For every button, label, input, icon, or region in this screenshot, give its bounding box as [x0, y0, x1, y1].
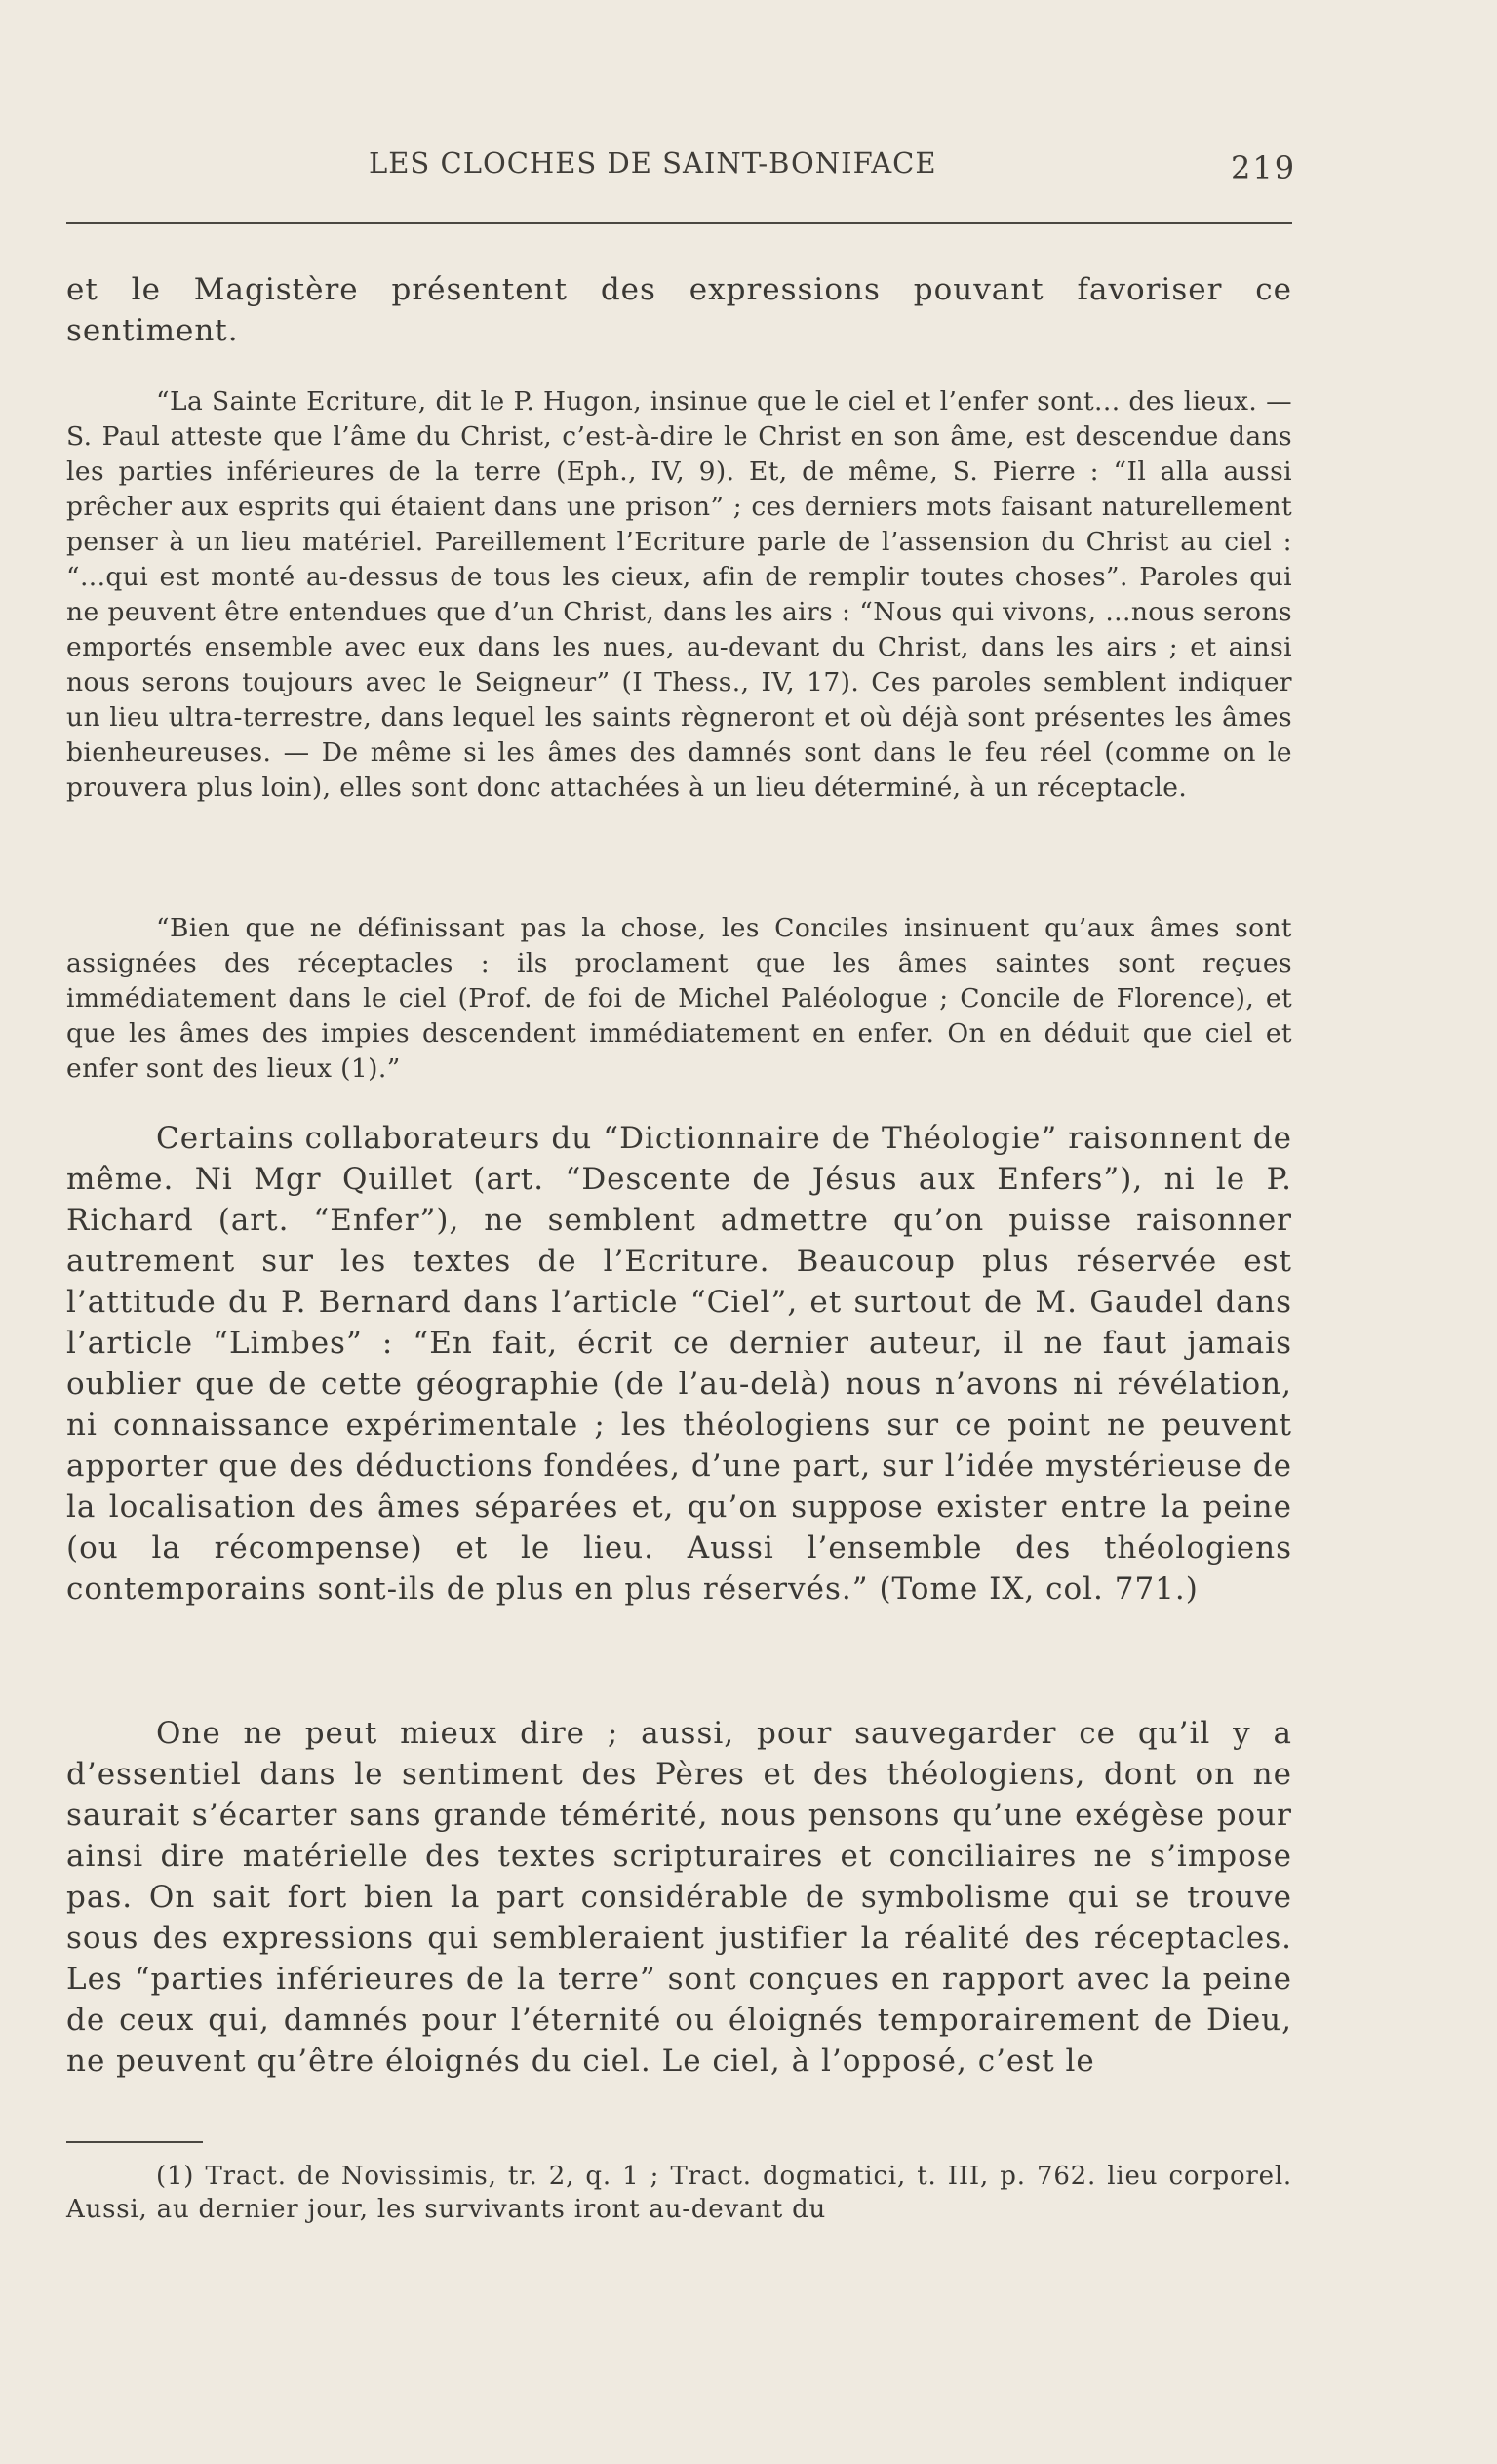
- paragraph-continuation: et le Magistère présentent des expressions pouvant favoriser ce sentiment.: [66, 272, 1292, 348]
- quote-paragraph-hugon: “La Sainte Ecriture, dit le P. Hugon, insinue que le ciel et l’enfer sont... des lieux. — S. Paul atteste que l’âme du Christ, c’est-à-dire le Christ en son âme, est descendue dans les parties inférieures de la terre (Eph., IV, 9). Et, de même, S. Pierre : “Il alla aussi prêcher aux esprits qui étaient dans une prison” ; ces derniers mots faisant naturellement penser à un lieu matériel. Pareillement l’Ecriture parle de l’assension du Christ au ciel : “...qui est monté au-dessus de tous les cieux, afin de remplir toutes choses”. Paroles qui ne peuvent être entendues que d’un Christ, dans les airs : “Nous qui vivons, ...nous serons emportés ensemble avec eux dans les nues, au-devant du Christ, dans les airs ; et ainsi nous serons toujours avec le Seigneur” (I Thess., IV, 17). Ces paroles semblent indiquer un lieu ultra-terrestre, dans lequel les saints règneront et où déjà sont présentes les âmes bienheureuses. — De même si les âmes des damnés sont dans le feu réel (comme on le prouvera plus loin), elles sont donc attachées à un lieu déterminé, à un réceptacle.: [66, 386, 1292, 803]
- quote-paragraph-conciles: “Bien que ne définissant pas la chose, les Conciles insinuent qu’aux âmes sont assignées des réceptacles : ils proclament que les âmes saintes sont reçues immédiatement dans le ciel (Prof. de foi de Michel Paléologue ; Concile de Florence), et que les âmes des impies descendent immédiatement en enfer. On en déduit que ciel et enfer sont des lieux (1).”: [66, 913, 1292, 1084]
- header-rule: [66, 222, 1292, 224]
- paragraph-dictionnaire: Certains collaborateurs du “Dictionnaire de Théologie” raisonnent de même. Ni Mgr Quillet (art. “Descente de Jésus aux Enfers”), ni le P. Richard (art. “Enfer”), ne semblent admettre qu’on puisse raisonner autrement sur les textes de l’Ecriture. Beaucoup plus réservée est l’attitude du P. Bernard dans l’article “Ciel”, et surtout de M. Gaudel dans l’article “Limbes” : “En fait, écrit ce dernier auteur, il ne faut jamais oublier que de cette géographie (de l’au-delà) nous n’avons ni révélation, ni connaissance expérimentale ; les théologiens sur ce point ne peuvent apporter que des déductions fondées, d’une part, sur l’idée mystérieuse de la localisation des âmes séparées et, qu’on suppose exister entre la peine (ou la récompense) et le lieu. Aussi l’ensemble des théologiens contemporains sont-ils de plus en plus réservés.” (Tome IX, col. 771.): [66, 1121, 1292, 1607]
- paragraph-exegese: One ne peut mieux dire ; aussi, pour sauvegarder ce qu’il y a d’essentiel dans le sentiment des Pères et des théologiens, dont on ne saurait s’écarter sans grande témérité, nous pensons qu’une exégèse pour ainsi dire matérielle des textes scripturaires et conciliaires ne s’impose pas. On sait fort bien la part considérable de symbolisme qui se trouve sous des expressions qui sembleraient justifier la réalité des réceptacles. Les “parties inférieures de la terre” sont conçues en rapport avec la peine de ceux qui, damnés pour l’éternité ou éloignés temporairement de Dieu, ne peuvent qu’être éloignés du ciel. Le ciel, à l’opposé, c’est le: [66, 1716, 1292, 2079]
- running-title: LES CLOCHES DE SAINT-BONIFACE: [369, 146, 937, 179]
- page-number: 219: [1231, 149, 1297, 186]
- footnote: (1) Tract. de Novissimis, tr. 2, q. 1 ; Tract. dogmatici, t. III, p. 762. lieu corporel. Aussi, au dernier jour, les survivants iront au-devant du: [66, 2162, 1292, 2224]
- footnote-rule: [66, 2141, 203, 2143]
